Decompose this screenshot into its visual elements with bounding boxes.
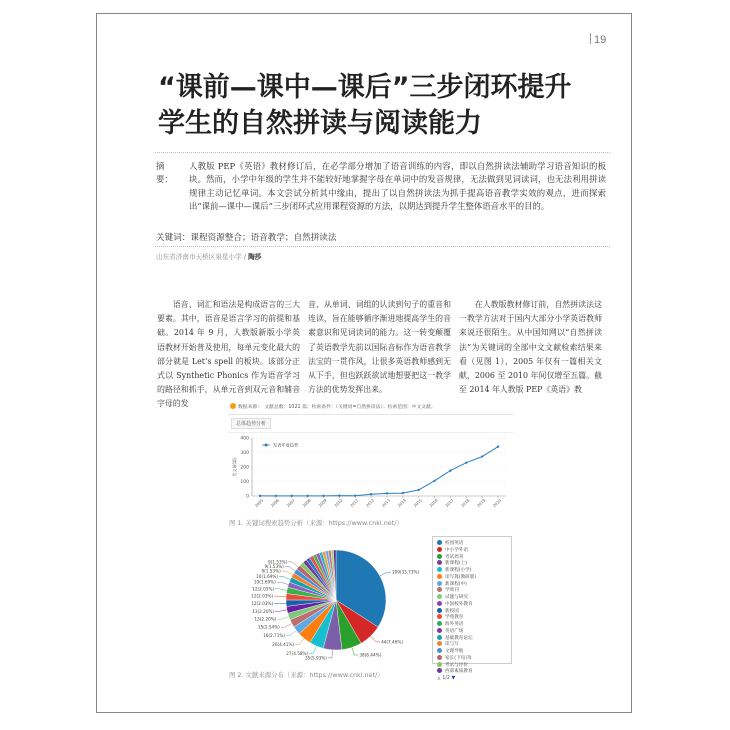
page-number — [590, 33, 606, 46]
pie-data-label: 16(2.71%) — [263, 632, 286, 638]
data-point — [322, 495, 324, 497]
legend-swatch — [437, 635, 442, 640]
pie-leader-line — [371, 636, 381, 642]
series-line — [260, 447, 498, 496]
legend-swatch — [437, 574, 442, 579]
page-up-icon[interactable]: ▲ — [437, 676, 443, 681]
keywords-divider — [155, 246, 610, 247]
column-1-text: 语音、词汇和语法是构成语言的三大要素。其中，语音是语言学习的前提和基础。2014 年 9 月，人教版新版小学英语教材开始普及使用，每单元变化最大的部分就是 Let’s spell 的板块。该部分正式以 Synthetic Phonics 作为语音学习的路径和抓手，从单元音到双元音和辅音字母的发 — [157, 300, 300, 409]
data-point — [481, 455, 483, 457]
legend-swatch — [437, 614, 442, 619]
pie-data-label: 27(4.58%) — [286, 650, 309, 656]
legend-item-label: 新课程(上) — [445, 561, 467, 567]
x-tick-label: 2013 — [380, 497, 392, 509]
legend-item[interactable] — [437, 655, 507, 662]
data-point — [275, 495, 277, 497]
legend-item[interactable] — [437, 601, 507, 608]
legend-page-indicator: 1/2 — [442, 676, 452, 681]
pie-leader-line — [275, 589, 287, 591]
info-icon — [230, 403, 236, 409]
pie-data-label: 199(33.73%) — [391, 569, 420, 575]
pie-data-label: 26(4.41%) — [272, 642, 295, 648]
legend-item[interactable] — [437, 668, 507, 675]
data-point — [338, 494, 340, 496]
legend-item-label: 新课程(小学) — [445, 568, 472, 573]
legend-item-label: 新课程(中) — [445, 581, 467, 587]
abstract-label: 摘 要： — [156, 161, 173, 185]
legend-item-label: 英语广场 — [445, 628, 464, 634]
author-affiliation: 山东省济南市天桥区泉星小学 / — [156, 253, 249, 261]
legend-swatch — [437, 641, 442, 646]
pie-leader-line — [275, 610, 287, 612]
column-3-text: 在人教版教材修订前，自然拼读法这一教学方法对于国内大部分小学英语教师来说还很陌生。从中国知网以“自然拼读法”为关键词的全部中文文献检索结果来看（见图 1），2005 年仅有一篇相关文献，2006 至 2010 年间仅增至五篇。截至 2014 年人教版 PEP《英语》教 — [459, 300, 602, 395]
legend-item-label: 中国校外教育 — [445, 601, 473, 607]
legend-item[interactable] — [437, 574, 507, 581]
figure-2-caption: 图 2. 文献来源分布（来源：https://www.cnki.net/） — [229, 671, 384, 679]
legend-swatch — [437, 547, 442, 552]
legend-pager[interactable] — [437, 676, 507, 681]
pie-leader-line — [288, 562, 298, 567]
legend-item-label: 考试与评价 — [445, 662, 468, 668]
data-source-text: 数据来源： 文献总数：1021 篇；检索条件：（关键词=自然拼读法）；检索范围：中文文献。 — [238, 405, 436, 410]
legend-swatch — [437, 554, 442, 559]
pie-data-label: 13(2.20%) — [252, 608, 275, 614]
pie-leader-line — [328, 650, 333, 658]
page-number-text: 19 — [594, 34, 607, 46]
title-divider — [155, 152, 610, 153]
legend-item-label: 读写算(教研版) — [445, 574, 477, 580]
data-point — [386, 492, 388, 494]
legend-item-label: 家长(下旬刊) — [445, 655, 472, 661]
abstract-text: 人教版 PEP《英语》教材修订后，在必学部分增加了语音训练的内容，即以自然拼读法辅助学习语音知识的板块。然而，小学中年级的学生并不能较好地掌握字母在单词中的发音规律，无法做到见词读词，也无法利用拼读规律主动记忆单词。本文尝试分析其中缘由，提出了以自然拼读法为抓手提高语音教学实效的观点，进而探索出“课前—课中—课后”三步闭环式应用课程资源的方法，以期达到提升学生整体语音水平的目的。 — [189, 161, 606, 211]
legend-item-label: 考试周刊 — [445, 554, 464, 560]
figure-1-caption: 图 1. 关键词搜索趋势分析（来源：https://www.cnki.net/） — [229, 519, 403, 527]
legend-item-label: 读与写 — [445, 642, 459, 648]
legend-item-label: 学苑教育 — [445, 615, 464, 621]
legend-swatch — [437, 662, 442, 667]
legend-item[interactable] — [437, 594, 507, 601]
x-tick-label: 2017 — [444, 497, 455, 509]
author-line — [156, 251, 261, 261]
pie-leader-line — [274, 596, 286, 597]
legend-swatch — [437, 628, 442, 633]
body-column-1 — [157, 298, 300, 412]
x-tick-label: 2018 — [460, 497, 471, 509]
page-number-divider — [590, 33, 591, 44]
legend-item[interactable] — [437, 547, 507, 554]
pie-legend — [432, 536, 512, 681]
legend-swatch — [437, 587, 442, 592]
article-title — [158, 70, 618, 142]
author-name: 陶莎 — [248, 253, 262, 261]
legend-swatch — [437, 560, 442, 565]
x-tick-label: 2007 — [285, 497, 296, 509]
pie-data-label: 35(5.93%) — [304, 655, 327, 661]
abstract — [156, 160, 606, 213]
pie-data-label: 13(2.20%) — [254, 616, 277, 622]
x-tick-label: 2020 — [491, 497, 503, 509]
legend-item-label: 学周刊 — [445, 588, 459, 594]
legend-swatch — [437, 581, 442, 586]
legend-swatch — [437, 668, 442, 673]
legend-item-label: 文理导航 — [445, 649, 464, 654]
pie-leader-line — [295, 639, 304, 645]
legend-swatch — [437, 608, 442, 613]
title-line-1: “课前—课中—课后”三步闭环提升 — [158, 72, 572, 103]
title-line-2: 学生的自然拼读与阅读能力 — [158, 108, 482, 139]
y-tick-label: 100 — [240, 480, 249, 485]
pie-data-label: 38(6.44%) — [359, 652, 382, 658]
header-divider — [228, 414, 513, 415]
data-point — [465, 461, 467, 463]
pie-leader-line — [285, 566, 296, 571]
legend-item-label: 新校园 — [445, 608, 459, 614]
pie-leader-line — [286, 631, 296, 636]
body-column-2 — [308, 298, 451, 397]
pie-data-label: 12(2.03%) — [251, 601, 274, 607]
pie-data-label: 10(1.69%) — [253, 579, 276, 585]
legend-item[interactable] — [437, 567, 507, 574]
legend-swatch — [437, 601, 442, 606]
keywords: 关键词：课程资源整合；语音教学；自然拼读法 — [156, 233, 337, 243]
data-source-line — [230, 403, 436, 410]
x-tick-label: 2008 — [301, 497, 312, 509]
legend-label: 发表年度趋势 — [273, 442, 299, 448]
legend-item[interactable] — [437, 648, 507, 655]
pie-data-label: 12(2.03%) — [251, 593, 274, 599]
x-tick-label: 2019 — [475, 497, 487, 509]
legend-item[interactable] — [437, 587, 507, 594]
data-point — [402, 492, 404, 494]
pie-leader-line — [380, 572, 391, 576]
legend-item-label: 海外英语 — [445, 622, 464, 627]
pie-data-label: 10(1.69%) — [256, 573, 279, 579]
data-point — [449, 469, 451, 471]
pie-leader-line — [274, 603, 286, 604]
legend-item-label: 中小学外语 — [445, 547, 468, 553]
pie-data-label: 9(1.53%) — [264, 563, 284, 569]
y-tick-label: 200 — [240, 465, 249, 471]
x-tick-label: 2016 — [428, 497, 439, 509]
legend-swatch — [437, 540, 442, 545]
legend-swatch — [437, 648, 442, 653]
legend-item[interactable] — [437, 621, 507, 628]
data-point — [306, 495, 308, 497]
pie-leader-line — [309, 646, 316, 653]
tab-overall-trend[interactable]: 总体趋势分析 — [231, 418, 271, 429]
pie-data-label: 9(1.53%) — [261, 568, 281, 574]
legend-swatch — [437, 655, 442, 660]
data-point — [433, 480, 435, 482]
y-tick-label: 400 — [240, 436, 249, 442]
legend-item[interactable] — [437, 614, 507, 621]
pie-data-label: 12(2.03%) — [252, 586, 275, 592]
legend-item[interactable] — [437, 635, 507, 642]
legend-item[interactable] — [437, 554, 507, 561]
y-tick-label: 300 — [240, 451, 249, 456]
legend-item[interactable] — [437, 540, 507, 547]
pie-leader-line — [352, 647, 359, 655]
data-point — [259, 495, 261, 497]
y-axis-label: 发文量(篇) — [232, 457, 237, 477]
y-tick-label: 0 — [246, 494, 249, 500]
x-tick-label: 2015 — [412, 497, 423, 509]
data-point — [354, 495, 356, 497]
legend-item[interactable] — [437, 628, 507, 635]
legend-item-label: 基础教育论坛 — [445, 635, 473, 641]
data-point — [370, 493, 372, 495]
legend-swatch — [437, 567, 442, 572]
legend-item[interactable] — [437, 581, 507, 588]
legend-item-label: 试题与研究 — [445, 595, 468, 600]
pie-data-label: 44(7.46%) — [381, 639, 403, 645]
column-2-text: 音、从单词、词组的认读到句子的重音和连读，旨在能够循序渐进地提高学生的音素意识和见词读词的能力。这一转变颠覆了英语教学先前以国际音标作为语音教学法宝的一贯作风，让很多英语教师感到无从下手，但也跃跃欲试地想要把这一教学方法的优势发挥出来。 — [308, 300, 451, 395]
pie-leader-line — [277, 582, 289, 584]
legend-item[interactable] — [437, 608, 507, 615]
x-tick-label: 2009 — [317, 497, 328, 509]
tab-divider — [228, 432, 513, 433]
legend-item[interactable] — [437, 662, 507, 669]
x-tick-label: 2006 — [269, 497, 280, 509]
pie-leader-line — [277, 617, 289, 620]
legend-item[interactable] — [437, 641, 507, 648]
pie-data-label: 15(2.54%) — [257, 624, 280, 630]
x-tick-label: 2014 — [396, 497, 407, 509]
pie-data-label: 9(1.53%) — [268, 559, 288, 565]
legend-swatch — [437, 621, 442, 626]
data-point — [497, 446, 499, 448]
pie-leader-line — [279, 576, 290, 579]
x-tick-label: 2012 — [364, 497, 376, 509]
line-chart-svg — [228, 434, 513, 514]
legend-swatch — [437, 594, 442, 599]
x-tick-label: 2010 — [333, 497, 344, 509]
body-column-3 — [459, 298, 602, 397]
x-tick-label: 2005 — [253, 497, 265, 509]
data-point — [417, 489, 419, 491]
x-tick-label: 2011 — [348, 497, 360, 509]
legend-item-label: 校园英语 — [445, 541, 464, 546]
legend-item[interactable] — [437, 560, 507, 567]
page-down-icon[interactable]: ▼ — [451, 676, 456, 681]
pie-leader-line — [281, 624, 292, 628]
legend-item-label: 西部素质教育 — [445, 669, 473, 675]
pie-chart-svg — [228, 536, 428, 666]
data-point — [291, 495, 293, 497]
pie-leader-line — [282, 571, 293, 575]
figure-1-trend-chart — [228, 400, 513, 513]
